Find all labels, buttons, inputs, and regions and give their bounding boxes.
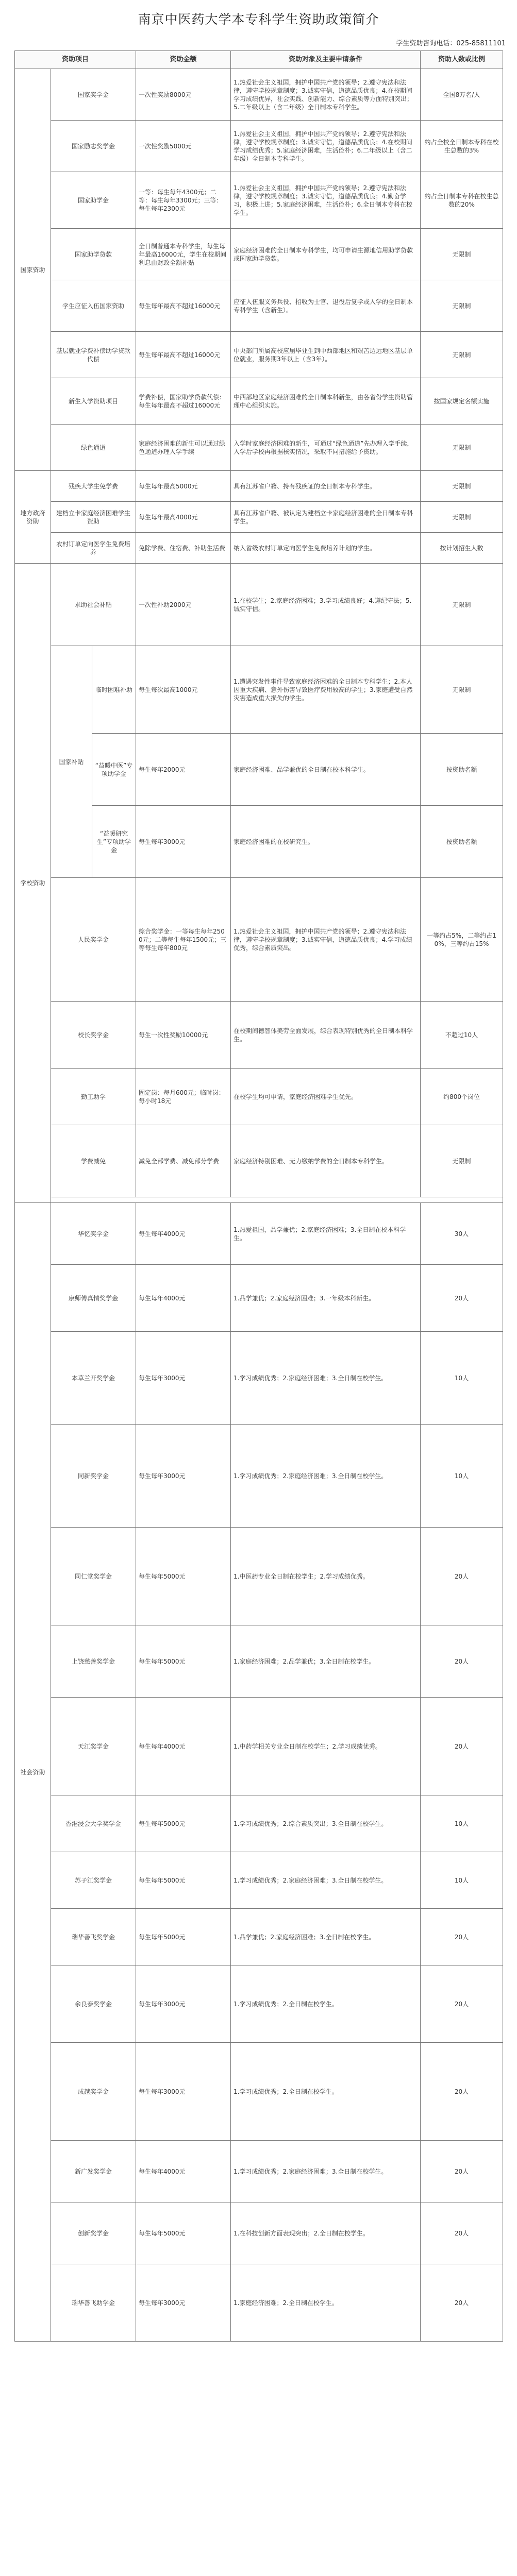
table-row [15,1125,503,1197]
condition-cell: 1.学习成绩优秀；2.综合素质突出；3.全日制在校学生。 [231,1795,421,1852]
program-cell: 学费减免 [51,1125,136,1197]
condition-cell: 1.在校学生；2.家庭经济困难；3.学习成绩良好；4.遵纪守法；5.诚实守信。 [231,564,421,646]
count-cell: 约占全日制本专科在校生总数的20% [421,172,503,229]
program-cell: 苏子江奖学金 [51,1852,136,1909]
count-cell: 按资助名额 [421,734,503,806]
amount-cell: 每生每年5000元 [136,1852,231,1909]
count-cell: 20人 [421,1909,503,1965]
amount-cell: 一次性补助2000元 [136,564,231,646]
table-row [15,1332,503,1425]
program-cell: 新生入学资助项目 [51,378,136,425]
condition-cell: 在校学生均可申请，家庭经济困难学生优先。 [231,1069,421,1125]
table-row [15,332,503,378]
header-cell: 资助人数或比例 [421,51,503,69]
table-row [15,1265,503,1332]
count-cell: 20人 [421,2141,503,2202]
program-cell: 校长奖学金 [51,1002,136,1069]
table-row [15,1852,503,1909]
condition-cell: 1.学习成绩优秀；2.家庭经济困难；3.全日制在校学生。 [231,1852,421,1909]
program-cell: 创新奖学金 [51,2202,136,2264]
condition-cell: 1.热爱社会主义祖国，拥护中国共产党的领导；2.遵守宪法和法律，遵守学校规章制度；3.诚实守信，道德品质优良；4.学习成绩优秀，综合素质突出。 [231,878,421,1002]
table-row [15,121,503,172]
amount-cell: 每生每年4000元 [136,1203,231,1265]
subprogram-cell: 临时困难补助 [92,646,136,734]
table-row [15,1069,503,1125]
program-cell: 勤工助学 [51,1069,136,1125]
count-cell: 20人 [421,1965,503,2043]
count-cell: 按计划招生人数 [421,533,503,564]
program-cell: 人民奖学金 [51,878,136,1002]
condition-cell: 1.热爱社会主义祖国，拥护中国共产党的领导；2.遵守宪法和法律，遵守学校规章制度；3.诚实守信，道德品质优良；4.勤奋学习，积极上进；5.家庭经济困难，生活俭朴；6.全日制本专科在校学生。 [231,172,421,229]
condition-cell: 1.中药学相关专业全日制在校学生；2.学习成绩优秀。 [231,1698,421,1795]
condition-cell: 入学时家庭经济困难的新生，可通过“绿色通道”先办理入学手续，入学后学校再根据核实情况，采取不同措施给予资助。 [231,425,421,471]
condition-cell: 1.学习成绩优秀；2.家庭经济困难；3.全日制在校学生。 [231,1425,421,1528]
count-cell: 约占全校全日制本专科在校生总数的3% [421,121,503,172]
condition-cell: 1.家庭经济困难；2.全日制在校学生。 [231,2264,421,2342]
program-cell: 求助社会补贴 [51,564,136,646]
amount-cell: 每生每年4000元 [136,2141,231,2202]
amount-cell: 每生每年2000元 [136,734,231,806]
count-cell: 20人 [421,1698,503,1795]
contact-phone: 学生资助咨询电话：025-85811101 [396,40,506,47]
amount-cell: 每生一次性奖励10000元 [136,1002,231,1069]
program-cell: 国家奖学金 [51,69,136,121]
count-cell: 20人 [421,1528,503,1625]
table-row [15,564,503,646]
count-cell: 无限制 [421,229,503,280]
program-cell: 成越奖学金 [51,2043,136,2141]
program-cell: 残疾大学生免学费 [51,471,136,502]
subprogram-cell: “益暖研究生”专项助学金 [92,806,136,878]
amount-cell: 一等：每生每年4300元；二等：每生每年3300元；三等：每生每年2300元 [136,172,231,229]
amount-cell: 每生每年3000元 [136,1332,231,1425]
program-cell: 国家助学贷款 [51,229,136,280]
condition-cell: 中西部地区家庭经济困难的全日制本科新生，由各省份学生资助管理中心组织实施。 [231,378,421,425]
category-cell: 国家资助 [15,69,51,471]
amount-cell: 每生每年最高4000元 [136,502,231,533]
subprogram-cell: “益暖中医”专项助学金 [92,734,136,806]
condition-cell: 1.品学兼优；2.家庭经济困难；3.一年级本科新生。 [231,1265,421,1332]
condition-cell: 应征入伍服义务兵役、招收为士官、退役后复学或入学的全日制本专科学生（含新生）。 [231,280,421,332]
program-cell: 上饶慈善奖学金 [51,1625,136,1698]
condition-cell: 1.学习成绩优秀；2.家庭经济困难；3.全日制在校学生。 [231,1332,421,1425]
condition-cell: 家庭经济困难的在校研究生。 [231,806,421,878]
condition-cell: 1.热爱社会主义祖国，拥护中国共产党的领导；2.遵守宪法和法律，遵守学校规章制度；3.诚实守信，道德品质优良；4.在校期间学习成绩优异，社会实践、创新能力、综合素质等方面特别突出；5.二年级以上（含二年级）全日制本专科学生。 [231,69,421,121]
table-row [15,1909,503,1965]
amount-cell: 每生每年5000元 [136,1625,231,1698]
table-row [15,69,503,121]
count-cell: 全国8万名/人 [421,69,503,121]
table-row [15,471,503,502]
count-cell: 无限制 [421,332,503,378]
header-cell: 资助对象及主要申请条件 [231,51,421,69]
table-row [15,280,503,332]
table-row [15,378,503,425]
amount-cell: 每生每年最高5000元 [136,471,231,502]
count-cell: 30人 [421,1203,503,1265]
condition-cell: 中央部门所属高校应届毕业生到中西部地区和艰苦边远地区基层单位就业，服务期3年以上（含3年）。 [231,332,421,378]
header-cell: 资助项目 [15,51,136,69]
amount-cell: 固定岗：每月600元；临时岗：每小时18元 [136,1069,231,1125]
table-header-row [15,51,503,69]
condition-cell: 1.学习成绩优秀；2.全日制在校学生。 [231,2043,421,2141]
program-cell: 香港浸会大学奖学金 [51,1795,136,1852]
condition-cell: 1.遭遇突发性事件导致家庭经济困难的全日制本专科学生；2.本人因重大疾病、意外伤害导致医疗费用较高的学生；3.家庭遭受自然灾害造成重大损失的学生。 [231,646,421,734]
table-row-spacer [15,1197,503,1203]
program-cell: 基层就业学费补偿助学贷款代偿 [51,332,136,378]
category-cell: 社会资助 [15,1203,51,2342]
amount-cell: 每生每年最高不超过16000元 [136,332,231,378]
amount-cell: 每生每年3000元 [136,1425,231,1528]
count-cell: 无限制 [421,646,503,734]
table-row [15,1965,503,2043]
count-cell: 10人 [421,1852,503,1909]
funding-policy-table [14,50,503,2342]
page-title: 南京中医药大学本专科学生资助政策简介 [138,12,379,27]
category-cell: 学校资助 [15,564,51,1203]
count-cell: 按国家规定名额实施 [421,378,503,425]
count-cell: 20人 [421,2264,503,2342]
amount-cell: 每生每年5000元 [136,2202,231,2264]
amount-cell: 每生每年5000元 [136,1909,231,1965]
condition-cell: 纳入省级农村订单定向医学生免费培养计划的学生。 [231,533,421,564]
condition-cell: 具有江苏省户籍、被认定为建档立卡家庭经济困难的全日制本专科学生。 [231,502,421,533]
condition-cell: 1.在科技创新方面表现突出；2.全日制在校学生。 [231,2202,421,2264]
condition-cell: 1.学习成绩优秀；2.家庭经济困难；3.全日制在校学生。 [231,2141,421,2202]
program-cell: 瑞华善飞助学金 [51,2264,136,2342]
amount-cell: 学费补偿，国家助学贷款代偿：每生每年最高不超过16000元 [136,378,231,425]
table-row [15,2141,503,2202]
count-cell: 20人 [421,2202,503,2264]
table-row [15,172,503,229]
table-row [15,425,503,471]
amount-cell: 每生每年5000元 [136,1528,231,1625]
amount-cell: 综合奖学金：一等每生每年2500元；二等每生每年1500元；三等每生每年800元 [136,878,231,1002]
count-cell: 20人 [421,1625,503,1698]
amount-cell: 每生每次最高1000元 [136,646,231,734]
amount-cell: 每生每年3000元 [136,806,231,878]
program-cell: 同仁堂奖学金 [51,1528,136,1625]
program-cell: 农村订单定向医学生免费培养 [51,533,136,564]
program-cell: 国家励志奖学金 [51,121,136,172]
program-cell: 瑞华善飞奖学金 [51,1909,136,1965]
header-cell: 资助金额 [136,51,231,69]
count-cell: 无限制 [421,471,503,502]
count-cell: 无限制 [421,280,503,332]
table-row [15,1002,503,1069]
program-cell: 学生应征入伍国家资助 [51,280,136,332]
program-cell: 国家补贴 [51,646,92,878]
program-cell: 新广发奖学金 [51,2141,136,2202]
count-cell: 按资助名额 [421,806,503,878]
program-cell: 建档立卡家庭经济困难学生资助 [51,502,136,533]
amount-cell: 每生每年5000元 [136,1795,231,1852]
amount-cell: 每生每年3000元 [136,2264,231,2342]
category-cell: 地方政府资助 [15,471,51,564]
amount-cell: 每生每年3000元 [136,1965,231,2043]
count-cell: 20人 [421,2043,503,2141]
program-cell: 康师傅真情奖学金 [51,1265,136,1332]
table-row [15,502,503,533]
amount-cell: 每生每年3000元 [136,2043,231,2141]
table-row [15,2043,503,2141]
program-cell: 余良泰奖学金 [51,1965,136,2043]
condition-cell: 家庭经济困难、品学兼优的全日制在校本科学生。 [231,734,421,806]
count-cell: 10人 [421,1332,503,1425]
table-row [15,229,503,280]
table-row [15,1425,503,1528]
program-cell: 天江奖学金 [51,1698,136,1795]
spacer-cell [51,1197,503,1203]
count-cell: 不超过10人 [421,1002,503,1069]
amount-cell: 减免全部学费、减免部分学费 [136,1125,231,1197]
count-cell: 10人 [421,1795,503,1852]
table-row [15,2202,503,2264]
amount-cell: 全日制普通本专科学生，每生每年最高16000元，学生在校期间利息由财政全额补贴 [136,229,231,280]
program-cell: 国家助学金 [51,172,136,229]
condition-cell: 家庭经济困难的全日制本专科学生，均可申请生源地信用助学贷款或国家助学贷款。 [231,229,421,280]
count-cell: 约800个岗位 [421,1069,503,1125]
condition-cell: 1.家庭经济困难；2.品学兼优；3.全日制在校学生。 [231,1625,421,1698]
table-row [15,646,503,734]
table-row [15,1795,503,1852]
count-cell: 20人 [421,1265,503,1332]
table-row [15,533,503,564]
condition-cell: 1.中医药专业全日制在校学生；2.学习成绩优秀。 [231,1528,421,1625]
program-cell: 本草兰开奖学金 [51,1332,136,1425]
amount-cell: 一次性奖励8000元 [136,69,231,121]
condition-cell: 1.热爱社会主义祖国，拥护中国共产党的领导；2.遵守宪法和法律，遵守学校规章制度；3.诚实守信，道德品质优良；4.在校期间学习成绩优秀；5.家庭经济困难，生活俭朴；6.二年级以上（含二年级）全日制本专科学生。 [231,121,421,172]
table-row [15,878,503,1002]
table-row [15,1698,503,1795]
count-cell: 10人 [421,1425,503,1528]
condition-cell: 1.品学兼优；2.家庭经济困难；3.全日制在校学生。 [231,1909,421,1965]
count-cell: 无限制 [421,502,503,533]
program-cell: 华忆奖学金 [51,1203,136,1265]
program-cell: 同新奖学金 [51,1425,136,1528]
amount-cell: 每生每年4000元 [136,1698,231,1795]
condition-cell: 家庭经济特别困难、无力缴纳学费的全日制本专科学生。 [231,1125,421,1197]
table-row [15,2264,503,2342]
table-row [15,1625,503,1698]
count-cell: 无限制 [421,1125,503,1197]
amount-cell: 家庭经济困难的新生可以通过绿色通道办理入学手续 [136,425,231,471]
count-cell: 一等约占5%，二等约占10%，三等约占15% [421,878,503,1002]
amount-cell: 每生每年4000元 [136,1265,231,1332]
condition-cell: 在校期间德智体美劳全面发展，综合表现特别优秀的全日制本科学生。 [231,1002,421,1069]
amount-cell: 每生每年最高不超过16000元 [136,280,231,332]
program-cell: 绿色通道 [51,425,136,471]
condition-cell: 具有江苏省户籍、持有残疾证的全日制本专科学生。 [231,471,421,502]
count-cell: 无限制 [421,425,503,471]
condition-cell: 1.热爱祖国，品学兼优；2.家庭经济困难；3.全日制在校本科学生。 [231,1203,421,1265]
amount-cell: 免除学费、住宿费、补助生活费 [136,533,231,564]
count-cell: 无限制 [421,564,503,646]
amount-cell: 一次性奖励5000元 [136,121,231,172]
table-row [15,1203,503,1265]
table-row [15,1528,503,1625]
condition-cell: 1.学习成绩优秀；2.全日制在校学生。 [231,1965,421,2043]
